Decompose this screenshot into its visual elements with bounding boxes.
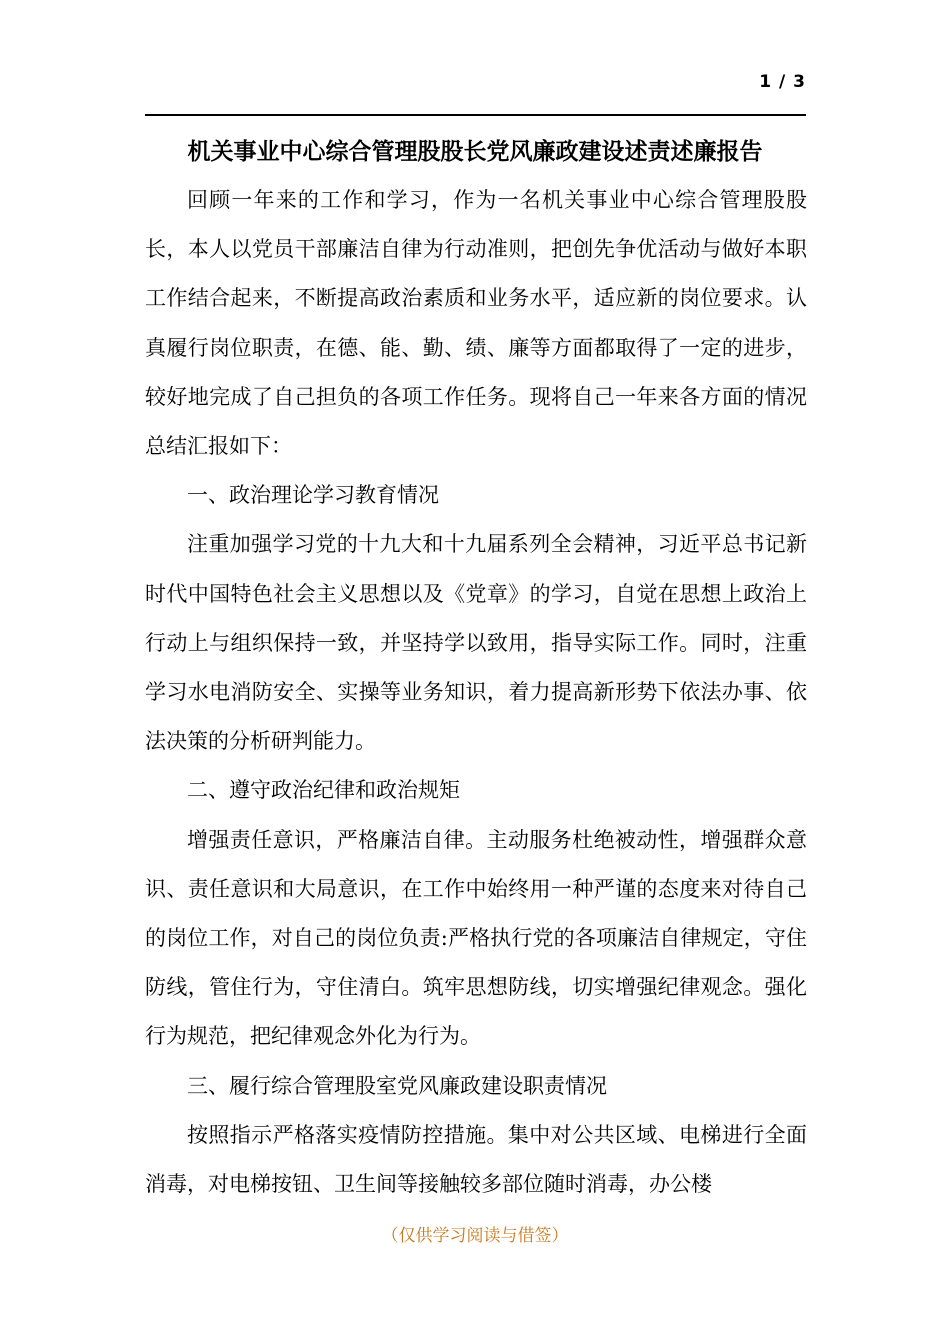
document-body bbox=[145, 176, 807, 1209]
paragraph-section-1: 注重加强学习党的十九大和十九届系列全会精神，习近平总书记新时代中国特色社会主义思想以及《党章》的学习，自觉在思想上政治上行动上与组织保持一致，并坚持学以致用，指导实际工作。同时，注重学习水电消防安全、实操等业务知识，着力提高新形势下依法办事、依法决策的分析研判能力。 bbox=[145, 532, 807, 754]
paragraph-section-3: 按照指示严格落实疫情防控措施。集中对公共区域、电梯进行全面消毒，对电梯按钮、卫生间等接触较多部位随时消毒，办公楼 bbox=[145, 1122, 807, 1197]
document-title: 机关事业中心综合管理股股长党风廉政建设述责述廉报告 bbox=[187, 138, 763, 165]
page-number: 1 / 3 bbox=[759, 72, 806, 92]
section-heading-1: 一、政治理论学习教育情况 bbox=[187, 483, 439, 508]
paragraph-intro: 回顾一年来的工作和学习，作为一名机关事业中心综合管理股股长，本人以党员干部廉洁自律为行动准则，把创先争优活动与做好本职工作结合起来，不断提高政治素质和业务水平，适应新的岗位要求。认真履行岗位职责，在德、能、勤、绩、廉等方面都取得了一定的进步，较好地完成了自己担负的各项工作任务。现将自己一年来各方面的情况总结汇报如下： bbox=[145, 188, 807, 459]
footer-note: （仅供学习阅读与借签） bbox=[381, 1226, 569, 1246]
header-rule bbox=[145, 114, 806, 116]
section-heading-3: 三、履行综合管理股室党风廉政建设职责情况 bbox=[187, 1073, 607, 1098]
section-heading-2: 二、遵守政治纪律和政治规矩 bbox=[187, 778, 460, 803]
paragraph-section-2: 增强责任意识，严格廉洁自律。主动服务杜绝被动性，增强群众意识、责任意识和大局意识，在工作中始终用一种严谨的态度来对待自己的岗位工作，对自己的岗位负责:严格执行党的各项廉洁自律规定，守住防线，管住行为，守住清白。筑牢思想防线，切实增强纪律观念。强化行为规范，把纪律观念外化为行为。 bbox=[145, 827, 807, 1049]
